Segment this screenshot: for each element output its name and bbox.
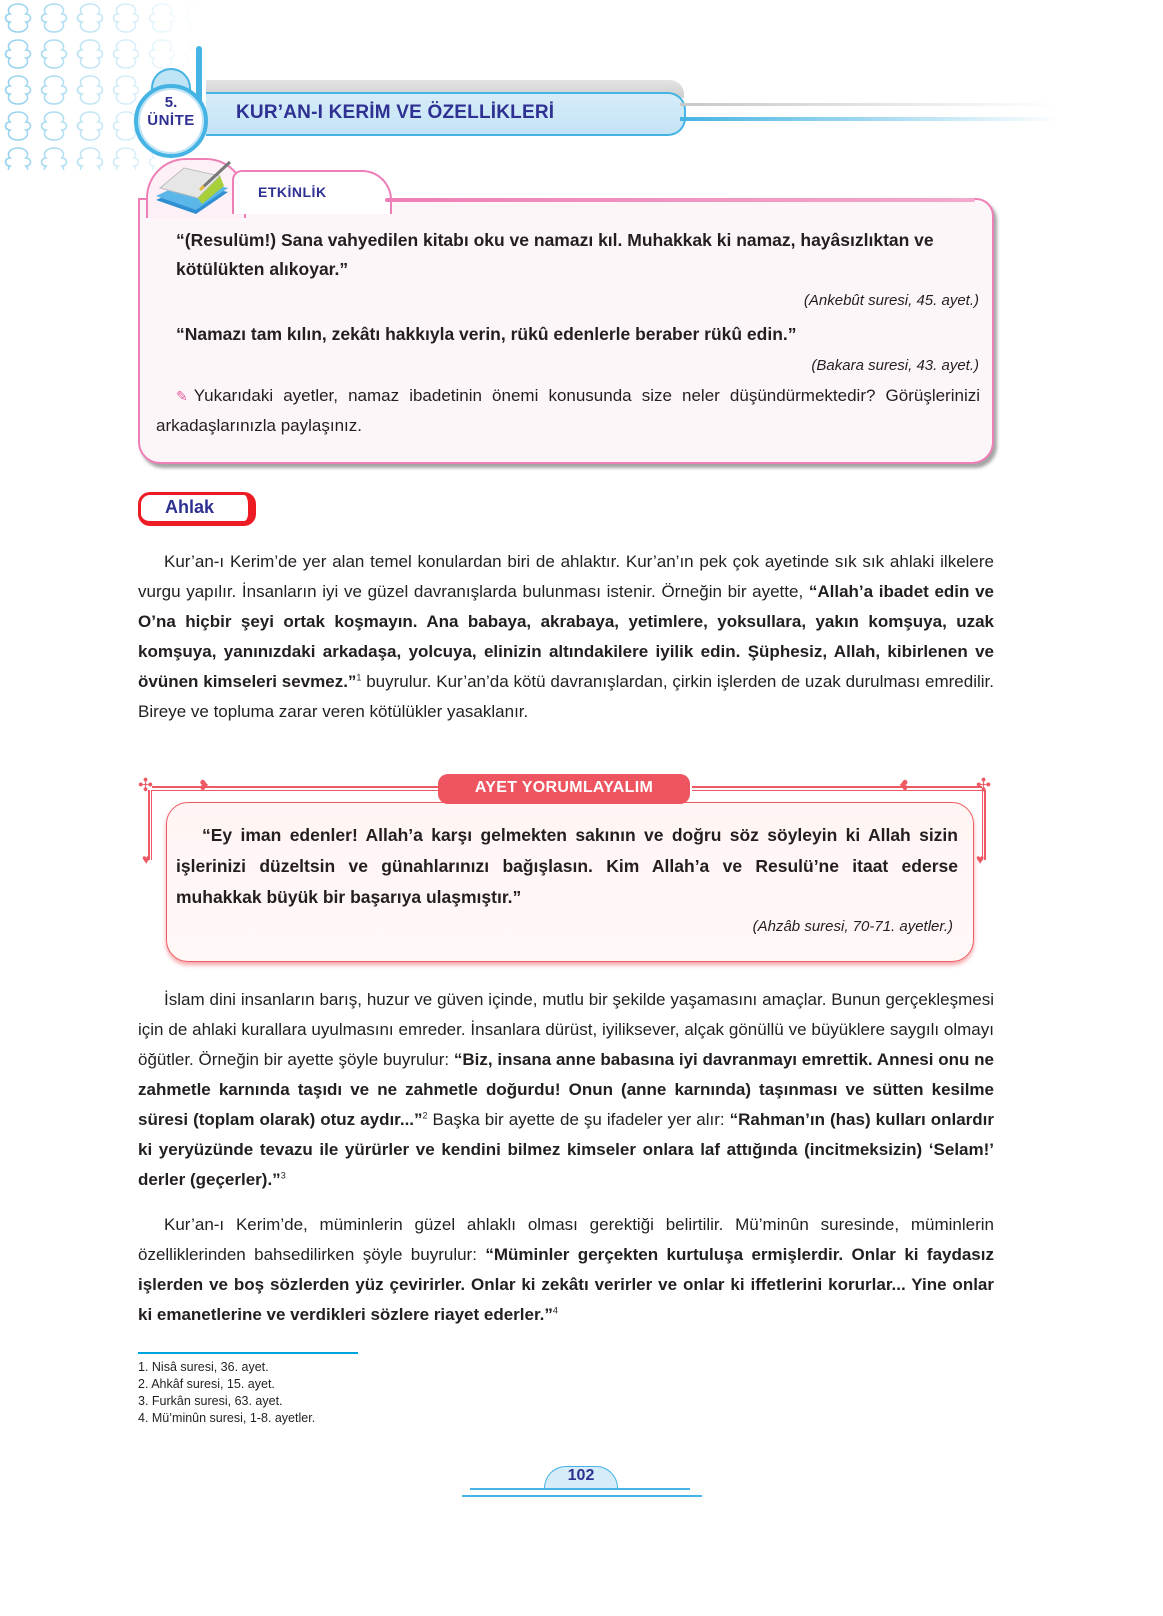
frame-line (148, 790, 152, 860)
drop-ornament-icon: ♥ (142, 851, 151, 867)
frame-line (152, 786, 442, 791)
paragraph-text: Kur’an-ı Kerim’de, müminlerin güzel ahlaklı olması gerektiği belirtilir. Mü’minûn suresinde, müminlerin özelliklerinden bahsedilirken şöyle buyrulur: (138, 1215, 994, 1264)
verse-quote: “Rahman’ın (has) kulları onlardır ki yeryüzünde tevazu ile yürürler ve kendini bilmez kimseler onlara laf attığında (incitmeksizin) ‘Selam!’ derler (geçerler).” (138, 1110, 994, 1189)
page-title: KUR’AN-I KERİM VE ÖZELLİKLERİ (236, 102, 555, 123)
paragraph-text: buyrulur. Kur’an’da kötü davranışlardan, çirkin işlerden de uzak durulması emredilir. Bireye ve topluma zarar veren kötülükler yasaklanır. (138, 672, 994, 721)
title-line-decoration (680, 103, 1060, 106)
paragraph-text: İslam dini insanların barış, huzur ve güven içinde, mutlu bir şekilde yaşamasını amaçlar. Bunun gerçekleşmesi için de ahlaki kurallara uyulmasını emreder. İnsanlara dürüst, iyiliksever, alçak gönüllü ve büyüklere saygılı olmayı öğütler. Örneğin bir ayette şöyle buyrulur: (138, 990, 994, 1069)
page-number-line (462, 1495, 702, 1497)
book-icon (150, 158, 234, 218)
verse-commentary-quote: “Ey iman edenler! Allah’a karşı gelmekten sakının ve doğru söz söyleyin ki Allah sizin işlerinizi düzeltsin ve günahlarınızı bağışlasın. Kim Allah’a ve Resulü’ne itaat ederse muhakkak büyük bir başarıya ulaşmıştır.” (176, 825, 958, 907)
paragraph-believers (138, 1210, 994, 1330)
verse-commentary-source: (Ahzâb suresi, 70-71. ayetler.) (752, 918, 953, 935)
unit-number: 5. (164, 94, 178, 111)
activity-question (156, 381, 980, 440)
verse-quote: “Biz, insana anne babasına iyi davranmayı emrettik. Annesi onu ne zahmetle karnında taşıdı ve ne zahmetle doğurdu! Onun (anne karnında) taşınması ve sütten kesilme süresi (toplam olarak) otuz aydır...” (138, 1050, 994, 1129)
page-number-line (470, 1488, 690, 1490)
title-line-decoration (680, 117, 1060, 121)
pencil-icon: ✎ (176, 388, 188, 404)
activity-question-text: Yukarıdaki ayetler, namaz ibadetinin önemi konusunda size neler düşündürmektedir? Görüşlerinizi arkadaşlarınızla paylaşınız. (156, 386, 980, 435)
activity-quote-1: “(Resulüm!) Sana vahyedilen kitabı oku ve namazı kıl. Muhakkak ki namaz, hayâsızlıktan ve kötülükten alıkoyar.” (176, 230, 934, 279)
footnote-ref: 1 (356, 672, 362, 683)
footnote-ref: 2 (422, 1110, 428, 1121)
footnote-item: 1. Nisâ suresi, 36. ayet. (138, 1360, 269, 1374)
page-number: 102 (567, 1467, 595, 1484)
corner-ornament-icon: ✣ (138, 775, 154, 795)
drop-ornament-icon: ♥ (976, 851, 985, 867)
footnote-ref: 3 (280, 1170, 286, 1181)
paragraph-text: Başka bir ayette de şu ifadeler yer alır: (427, 1110, 730, 1129)
verse-quote: “Allah’a ibadet edin ve O’na hiçbir şeyi ortak koşmayın. Ana babaya, akrabaya, yetimlere, yoksullara, yakın komşuya, uzak komşuya, yanınızdaki arkadaşa, yolcuya, elinizin altındakilere iyilik edin. Şüphesiz, Allah, kibirlenen ve övünen kimseleri sevmez.” (138, 582, 994, 691)
paragraph-islam-peace (138, 985, 994, 1195)
frame-line (692, 786, 982, 791)
footnote-item: 4. Mü’minûn suresi, 1-8. ayetler. (138, 1411, 316, 1425)
activity-source-2: (Bakara suresi, 43. ayet.) (811, 357, 979, 374)
activity-top-line (385, 198, 975, 202)
paragraph-ahlak-intro (138, 547, 994, 727)
footnote-ref: 4 (552, 1305, 558, 1316)
activity-quote-2: “Namazı tam kılın, zekâtı hakkıyla verin, rükû edenlerle beraber rükû edin.” (176, 324, 797, 344)
activity-label: ETKİNLİK (258, 184, 327, 200)
fleuron-icon: ❥ (898, 777, 910, 793)
unit-label: ÜNİTE (147, 112, 195, 129)
activity-source-1: (Ankebût suresi, 45. ayet.) (803, 292, 979, 309)
section-tag-label: Ahlak (165, 497, 215, 517)
corner-ornament-icon: ✣ (976, 775, 992, 795)
fleuron-icon: ❥ (198, 777, 210, 793)
paragraph-text: Kur’an-ı Kerim’de yer alan temel konulardan biri de ahlaktır. Kur’an’ın pek çok ayetinde sık sık ahlaki ilkelere vurgu yapılır. İnsanların iyi ve güzel davranışlarda bulunması istenir. Örneğin bir ayette, (138, 552, 994, 601)
verse-commentary-label: AYET YORUMLAYALIM (474, 779, 654, 796)
footnote-item: 3. Furkân suresi, 63. ayet. (138, 1394, 283, 1408)
footnote-item: 2. Ahkâf suresi, 15. ayet. (138, 1377, 275, 1391)
verse-quote: “Müminler gerçekten kurtuluşa ermişlerdir. Onlar ki faydasız işlerden ve boş sözlerden yüz çevirirler. Onlar ki zekâtı verirler ve onlar ki iffetlerini korurlar... Yine onlar ki emanetlerine ve verdikleri sözlere riayet ederler.” (138, 1245, 994, 1324)
footnote-divider (138, 1352, 358, 1354)
frame-line (982, 790, 986, 860)
unit-badge (134, 66, 212, 158)
